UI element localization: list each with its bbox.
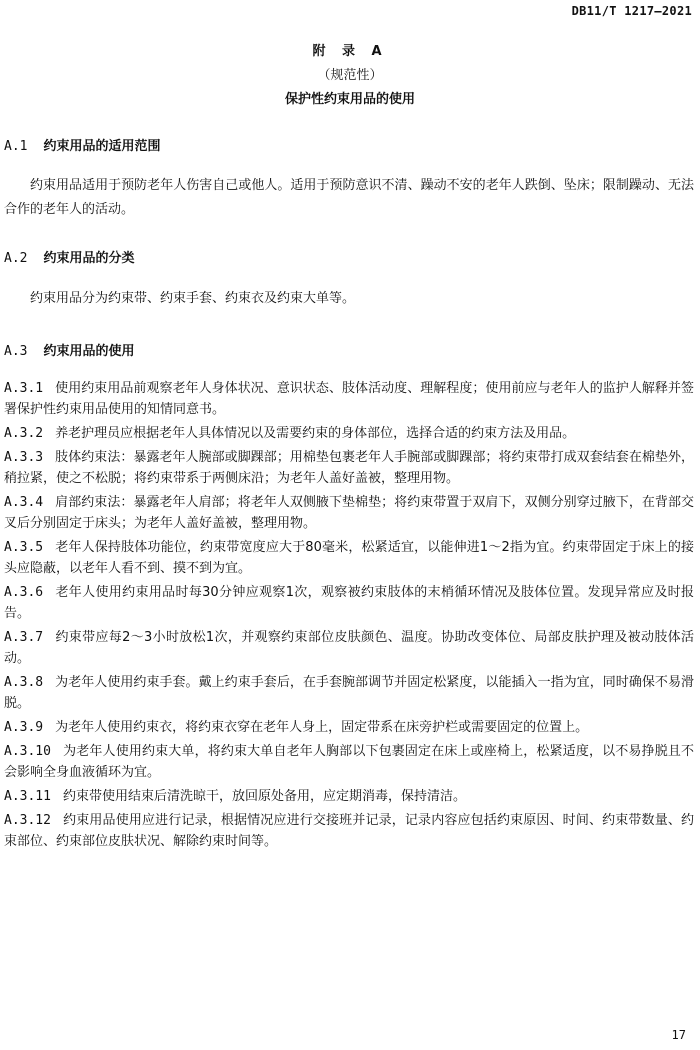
appendix-label: 附 录 A <box>312 44 388 59</box>
item-text: 为老年人使用约束大单，将约束大单自老年人胸部以下包裹固定在床上或座椅上，松紧适度，以不易挣脱且不会影响全身血液循环为宜。 <box>4 744 694 780</box>
section-body-a1: 约束用品适用于预防老年人伤害自己或他人。适用于预防意识不清、躁动不安的老年人跌倒、坠床；限制躁动、无法合作的老年人的活动。 <box>4 178 694 217</box>
list-item <box>4 447 694 489</box>
document-code: DB11/T 1217—2021 <box>571 4 692 18</box>
list-item <box>4 423 694 444</box>
list-item <box>4 627 694 669</box>
section-heading-a3 <box>4 340 135 359</box>
section-title: 约束用品的使用 <box>43 344 135 359</box>
item-number: A.3.3 <box>4 450 44 465</box>
item-number: A.3.12 <box>4 813 51 828</box>
item-number: A.3.10 <box>4 744 51 759</box>
section-number: A.2 <box>4 251 28 266</box>
section-heading-a1 <box>4 135 161 154</box>
item-text: 为老年人使用约束衣，将约束衣穿在老年人身上，固定带系在床旁护栏或需要固定的位置上。 <box>55 720 589 735</box>
section-title: 约束用品的分类 <box>43 251 135 266</box>
item-text: 老年人使用约束用品时每30分钟应观察1次，观察被约束肢体的末梢循环情况及肢体位置。发现异常应及时报告。 <box>4 585 694 621</box>
item-number: A.3.4 <box>4 495 44 510</box>
section-body-a2: 约束用品分为约束带、约束手套、约束衣及约束大单等。 <box>30 291 356 306</box>
a3-item-list <box>4 378 694 855</box>
item-number: A.3.11 <box>4 789 51 804</box>
list-item <box>4 378 694 420</box>
list-item <box>4 537 694 579</box>
item-text: 肢体约束法：暴露老年人腕部或脚踝部；用棉垫包裹老年人手腕部或脚踝部；将约束带打成双套结套在棉垫外，稍拉紧，使之不松脱；将约束带系于两侧床沿；为老年人盖好盖被，整理用物。 <box>4 450 694 486</box>
list-item <box>4 717 694 738</box>
list-item <box>4 582 694 624</box>
appendix-nature: （规范性） <box>317 68 383 83</box>
list-item <box>4 672 694 714</box>
section-number: A.1 <box>4 139 28 154</box>
item-number: A.3.9 <box>4 720 44 735</box>
item-number: A.3.6 <box>4 585 44 600</box>
list-item <box>4 786 694 807</box>
item-text: 约束带应每2～3小时放松1次，并观察约束部位皮肤颜色、温度。协助改变体位、局部皮肤护理及被动肢体活动。 <box>4 630 694 666</box>
item-text: 为老年人使用约束手套。戴上约束手套后，在手套腕部调节并固定松紧度，以能插入一指为宜，同时确保不易滑脱。 <box>4 675 694 711</box>
list-item <box>4 810 694 852</box>
page-number: 17 <box>671 1028 686 1042</box>
item-number: A.3.8 <box>4 675 44 690</box>
item-text: 约束用品使用应进行记录，根据情况应进行交接班并记录，记录内容应包括约束原因、时间、约束带数量、约束部位、约束部位皮肤状况、解除约束时间等。 <box>4 813 694 849</box>
list-item <box>4 492 694 534</box>
item-number: A.3.1 <box>4 381 44 396</box>
item-text: 肩部约束法：暴露老年人肩部；将老年人双侧腋下垫棉垫；将约束带置于双肩下，双侧分别穿过腋下，在背部交叉后分别固定于床头；为老年人盖好盖被，整理用物。 <box>4 495 694 531</box>
item-number: A.3.7 <box>4 630 44 645</box>
item-number: A.3.2 <box>4 426 44 441</box>
item-text: 约束带使用结束后清洗晾干，放回原处备用，应定期消毒，保持清洁。 <box>62 789 466 804</box>
list-item <box>4 741 694 783</box>
section-heading-a2 <box>4 247 135 266</box>
appendix-title: 保护性约束用品的使用 <box>284 92 415 107</box>
section-number: A.3 <box>4 344 28 359</box>
section-title: 约束用品的适用范围 <box>43 139 161 154</box>
item-text: 养老护理员应根据老年人具体情况以及需要约束的身体部位，选择合适的约束方法及用品。 <box>55 426 576 441</box>
item-text: 老年人保持肢体功能位，约束带宽度应大于80毫米，松紧适宜，以能伸进1～2指为宜。约束带固定于床上的接头应隐蔽，以老年人看不到、摸不到为宜。 <box>4 540 694 576</box>
item-text: 使用约束用品前观察老年人身体状况、意识状态、肢体活动度、理解程度；使用前应与老年人的监护人解释并签署保护性约束用品使用的知情同意书。 <box>4 381 694 417</box>
item-number: A.3.5 <box>4 540 44 555</box>
